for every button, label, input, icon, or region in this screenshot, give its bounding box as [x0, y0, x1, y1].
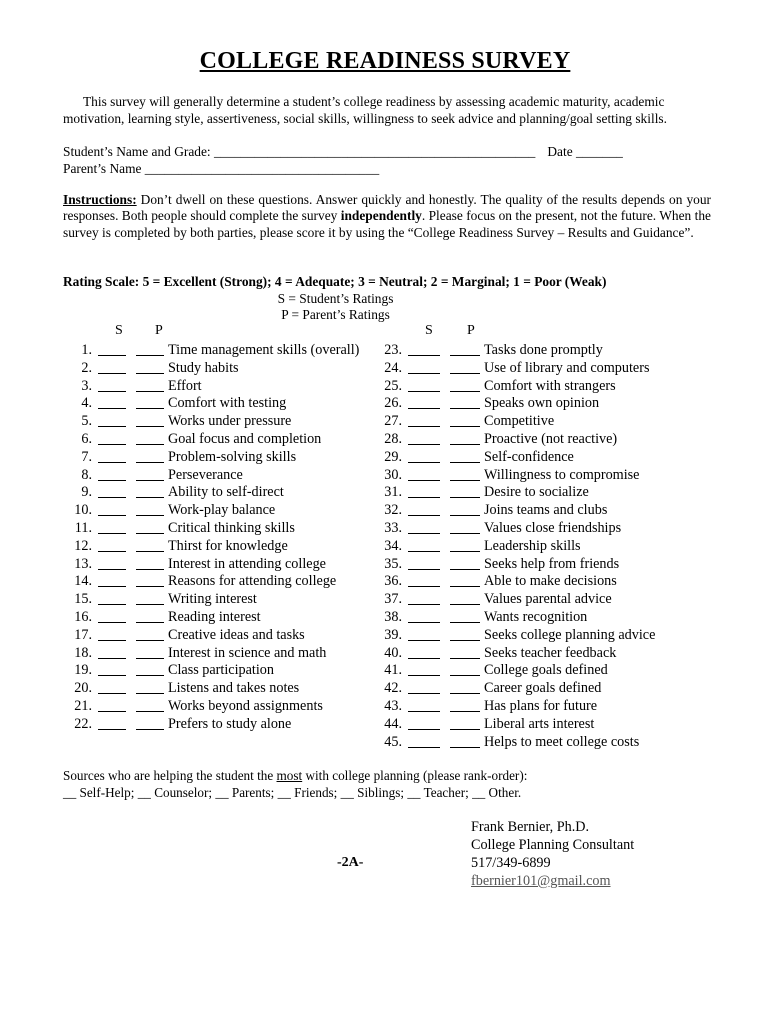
parent-rating-blank[interactable] [136, 361, 164, 374]
item-label: Works under pressure [168, 413, 292, 430]
item-number: 12. [74, 537, 92, 554]
parent-rating-blank[interactable] [450, 735, 480, 748]
parent-rating-blank[interactable] [450, 468, 480, 481]
sources-options[interactable]: __ Self-Help; __ Counselor; __ Parents; __ Friends; __ Siblings; __ Teacher; __ Other. [63, 784, 522, 800]
item-number: 37. [384, 591, 402, 608]
item-number: 31. [384, 484, 402, 501]
parent-rating-blank[interactable] [136, 468, 164, 481]
parent-rating-blank[interactable] [450, 414, 480, 427]
survey-item [58, 716, 359, 734]
item-number: 20. [74, 680, 92, 697]
parent-rating-blank[interactable] [450, 557, 480, 570]
page-title: COLLEGE READINESS SURVEY [199, 48, 571, 74]
parent-rating-blank[interactable] [450, 663, 480, 676]
item-label: Seeks college planning advice [484, 626, 656, 643]
parent-rating-blank[interactable] [450, 343, 480, 356]
item-label: College goals defined [484, 662, 608, 679]
date-field[interactable]: Date _______ [547, 144, 623, 159]
survey-item [58, 627, 359, 645]
item-number: 29. [384, 448, 402, 465]
intro-paragraph [63, 94, 713, 127]
survey-item [368, 573, 655, 591]
survey-item [58, 662, 359, 680]
item-label: Ability to self-direct [168, 484, 284, 501]
survey-item [368, 662, 655, 680]
item-number: 38. [384, 608, 402, 625]
item-label: Career goals defined [484, 680, 602, 697]
student-rating-blank[interactable] [408, 361, 440, 374]
student-rating-blank[interactable] [408, 432, 440, 445]
student-rating-blank[interactable] [408, 414, 440, 427]
item-label: Leadership skills [484, 537, 581, 554]
student-rating-blank[interactable] [98, 610, 126, 623]
parent-rating-blank[interactable] [136, 557, 164, 570]
student-rating-blank[interactable] [408, 521, 440, 534]
parent-rating-blank[interactable] [450, 681, 480, 694]
survey-item [368, 627, 655, 645]
item-number: 33. [384, 519, 402, 536]
item-label: Comfort with strangers [484, 377, 616, 394]
instructions-emphasis: independently [340, 208, 422, 224]
item-number: 7. [81, 448, 92, 465]
rating-scale-line: Rating Scale: 5 = Excellent (Strong); 4 = Adequate; 3 = Neutral; 2 = Marginal; 1 = Poor (Weak) [63, 274, 607, 289]
survey-item [368, 413, 655, 431]
parent-rating-blank[interactable] [450, 610, 480, 623]
parent-rating-blank[interactable] [136, 663, 164, 676]
item-label: Joins teams and clubs [484, 502, 608, 519]
item-number: 39. [384, 626, 402, 643]
parent-rating-blank[interactable] [136, 628, 164, 641]
student-rating-blank[interactable] [408, 539, 440, 552]
survey-item [368, 360, 655, 378]
item-number: 15. [74, 591, 92, 608]
item-label: Liberal arts interest [484, 715, 595, 732]
left-item-list [58, 342, 359, 734]
item-number: 35. [384, 555, 402, 572]
item-label: Seeks help from friends [484, 555, 620, 572]
student-rating-blank[interactable] [98, 663, 126, 676]
item-number: 2. [81, 359, 92, 376]
item-label: Tasks done promptly [484, 342, 603, 358]
consultant-name: Frank Bernier, Ph.D. [471, 819, 590, 835]
survey-item [58, 645, 359, 663]
sources-emphasis: most [276, 768, 303, 783]
parent-rating-blank[interactable] [136, 574, 164, 587]
item-number: 24. [384, 359, 402, 376]
item-number: 3. [81, 377, 92, 394]
item-number: 41. [384, 662, 402, 679]
intro-text: This survey will generally determine a student’s college readiness by assessing academic maturity, academic motivation, learning style, assertiveness, social skills, willingness to seek advice and planning/goal setting skills. [63, 94, 667, 126]
item-number: 27. [384, 413, 402, 430]
student-rating-blank[interactable] [408, 485, 440, 498]
parent-rating-blank[interactable] [136, 717, 164, 730]
parent-rating-blank[interactable] [450, 521, 480, 534]
student-rating-blank[interactable] [98, 396, 126, 409]
item-number: 17. [74, 626, 92, 643]
item-number: 36. [384, 573, 402, 590]
parent-rating-blank[interactable] [450, 361, 480, 374]
sources-section [63, 768, 713, 801]
item-number: 21. [74, 697, 92, 714]
item-number: 1. [81, 342, 92, 358]
survey-item [368, 609, 655, 627]
parent-rating-blank[interactable] [450, 503, 480, 516]
item-label: Writing interest [168, 591, 257, 608]
survey-item [368, 538, 655, 556]
survey-item [58, 680, 359, 698]
item-number: 18. [74, 644, 92, 661]
survey-item [58, 484, 359, 502]
item-number: 34. [384, 537, 402, 554]
item-number: 6. [81, 430, 92, 447]
item-label: Creative ideas and tasks [168, 626, 305, 643]
student-rating-blank[interactable] [98, 539, 126, 552]
student-rating-blank[interactable] [98, 361, 126, 374]
item-label: Use of library and computers [484, 359, 650, 376]
item-label: Values close friendships [484, 519, 622, 536]
consultant-email-link[interactable]: fbernier101@gmail.com [471, 873, 611, 889]
survey-item [368, 716, 655, 734]
name-fields [63, 144, 713, 177]
student-rating-blank[interactable] [408, 592, 440, 605]
item-number: 14. [74, 573, 92, 590]
survey-item [368, 467, 655, 485]
item-label: Time management skills (overall) [168, 342, 360, 358]
student-rating-blank[interactable] [408, 663, 440, 676]
student-rating-blank[interactable] [98, 717, 126, 730]
item-label: Competitive [484, 413, 555, 430]
student-rating-blank[interactable] [98, 592, 126, 605]
signature-block [471, 818, 634, 890]
parent-rating-blank[interactable] [450, 450, 480, 463]
item-label: Desire to socialize [484, 484, 589, 501]
survey-item [368, 502, 655, 520]
student-rating-blank[interactable] [408, 450, 440, 463]
parent-rating-blank[interactable] [136, 539, 164, 552]
student-rating-blank[interactable] [98, 557, 126, 570]
item-label: Wants recognition [484, 608, 588, 625]
student-rating-blank[interactable] [98, 414, 126, 427]
item-number: 23. [384, 342, 402, 358]
student-rating-blank[interactable] [408, 628, 440, 641]
survey-item [58, 467, 359, 485]
survey-item [368, 698, 655, 716]
parent-rating-blank[interactable] [450, 646, 480, 659]
item-label: Thirst for knowledge [168, 537, 288, 554]
student-rating-blank[interactable] [98, 681, 126, 694]
survey-item [58, 556, 359, 574]
survey-item [58, 395, 359, 413]
survey-item [58, 378, 359, 396]
survey-item [58, 431, 359, 449]
left-s-header: S [115, 323, 123, 338]
student-rating-blank[interactable] [408, 503, 440, 516]
item-label: Perseverance [168, 466, 243, 483]
parent-rating-blank[interactable] [136, 485, 164, 498]
student-rating-blank[interactable] [408, 557, 440, 570]
item-number: 43. [384, 697, 402, 714]
item-label: Listens and takes notes [168, 680, 300, 697]
student-rating-blank[interactable] [98, 379, 126, 392]
item-label: Prefers to study alone [168, 715, 292, 732]
parent-rating-blank[interactable] [450, 485, 480, 498]
parent-rating-blank[interactable] [450, 379, 480, 392]
student-rating-blank[interactable] [408, 396, 440, 409]
right-s-header: S [425, 323, 433, 338]
item-number: 45. [384, 733, 402, 750]
student-rating-blank[interactable] [98, 646, 126, 659]
survey-item [368, 484, 655, 502]
student-rating-blank[interactable] [98, 628, 126, 641]
survey-item [368, 431, 655, 449]
page-number: -2A- [337, 855, 364, 870]
survey-item [368, 378, 655, 396]
parent-rating-blank[interactable] [450, 628, 480, 641]
parent-rating-blank[interactable] [450, 539, 480, 552]
item-label: Seeks teacher feedback [484, 644, 617, 661]
parent-rating-blank[interactable] [136, 396, 164, 409]
parent-rating-blank[interactable] [136, 343, 164, 356]
survey-item [58, 449, 359, 467]
item-label: Self-confidence [484, 448, 574, 465]
survey-item [58, 698, 359, 716]
item-number: 16. [74, 608, 92, 625]
parent-rating-blank[interactable] [136, 450, 164, 463]
item-label: Effort [168, 377, 202, 394]
student-rating-blank[interactable] [408, 699, 440, 712]
parent-rating-blank[interactable] [450, 574, 480, 587]
item-label: Helps to meet college costs [484, 733, 640, 750]
item-number: 44. [384, 715, 402, 732]
instructions-heading: Instructions: [63, 192, 137, 207]
parent-rating-blank[interactable] [136, 681, 164, 694]
survey-item [368, 591, 655, 609]
survey-item [58, 360, 359, 378]
survey-item [368, 680, 655, 698]
item-number: 10. [74, 502, 92, 519]
item-number: 30. [384, 466, 402, 483]
survey-item [58, 591, 359, 609]
student-rating-blank[interactable] [408, 574, 440, 587]
survey-item [58, 573, 359, 591]
item-label: Reading interest [168, 608, 261, 625]
parent-name-field[interactable]: Parent’s Name ___________________________________ [63, 160, 380, 176]
parent-rating-blank[interactable] [450, 717, 480, 730]
item-number: 11. [74, 519, 92, 536]
student-rating-blank[interactable] [408, 468, 440, 481]
survey-item [58, 413, 359, 431]
parent-rating-blank[interactable] [136, 379, 164, 392]
right-item-list [368, 342, 655, 751]
item-number: 28. [384, 430, 402, 447]
item-label: Willingness to compromise [484, 466, 640, 483]
survey-item [58, 520, 359, 538]
student-rating-blank[interactable] [98, 468, 126, 481]
item-label: Reasons for attending college [168, 573, 337, 590]
item-label: Problem-solving skills [168, 448, 297, 465]
student-name-field[interactable]: Student’s Name and Grade: ________________________________________________ [63, 144, 536, 159]
survey-item [368, 734, 655, 752]
student-rating-blank[interactable] [98, 574, 126, 587]
student-rating-blank[interactable] [98, 699, 126, 712]
parent-rating-blank[interactable] [450, 699, 480, 712]
student-rating-blank[interactable] [98, 343, 126, 356]
item-label: Interest in science and math [168, 644, 327, 661]
student-rating-blank[interactable] [408, 343, 440, 356]
sources-text-2: with college planning (please rank-order): [302, 768, 528, 783]
consultant-title: College Planning Consultant [471, 837, 635, 853]
item-number: 5. [81, 413, 92, 430]
parent-rating-blank[interactable] [450, 396, 480, 409]
survey-item [368, 645, 655, 663]
student-rating-blank[interactable] [408, 735, 440, 748]
parent-rating-blank[interactable] [136, 592, 164, 605]
item-label: Values parental advice [484, 591, 612, 608]
student-rating-blank[interactable] [98, 450, 126, 463]
item-number: 4. [81, 395, 92, 412]
survey-item [58, 342, 359, 360]
parent-rating-blank[interactable] [450, 592, 480, 605]
parent-rating-blank[interactable] [136, 432, 164, 445]
survey-item [368, 449, 655, 467]
item-label: Critical thinking skills [168, 519, 295, 536]
item-label: Study habits [168, 359, 239, 376]
item-number: 40. [384, 644, 402, 661]
parent-ratings-legend: P = Parent’s Ratings [281, 307, 390, 322]
item-label: Goal focus and completion [168, 430, 322, 447]
survey-item [368, 342, 655, 360]
parent-rating-blank[interactable] [136, 503, 164, 516]
item-number: 42. [384, 680, 402, 697]
item-label: Has plans for future [484, 697, 598, 714]
item-label: Work-play balance [168, 502, 276, 519]
rating-scale [63, 274, 713, 324]
survey-item [368, 395, 655, 413]
student-rating-blank[interactable] [408, 717, 440, 730]
item-label: Proactive (not reactive) [484, 430, 618, 447]
left-p-header: P [155, 323, 163, 338]
sources-text-1: Sources who are helping the student the [63, 768, 277, 783]
item-label: Able to make decisions [484, 573, 617, 590]
instructions-text-2: . Please focus on the present, not the future. When the survey is completed by both parties, please score it by using the “College Readiness Survey – Results and Guidance”. [63, 208, 711, 240]
survey-item [368, 520, 655, 538]
parent-rating-blank[interactable] [136, 610, 164, 623]
parent-rating-blank[interactable] [450, 432, 480, 445]
item-number: 13. [74, 555, 92, 572]
instructions [63, 192, 711, 241]
student-rating-blank[interactable] [98, 432, 126, 445]
item-number: 19. [74, 662, 92, 679]
item-label: Interest in attending college [168, 555, 326, 572]
item-number: 25. [384, 377, 402, 394]
survey-item [58, 609, 359, 627]
instructions-text-1: Don’t dwell on these questions. Answer quickly and honestly. The quality of the results depends on your responses. Both people should complete the survey [63, 192, 711, 224]
item-number: 26. [384, 395, 402, 412]
item-label: Class participation [168, 662, 274, 679]
student-rating-blank[interactable] [98, 485, 126, 498]
survey-item [58, 538, 359, 556]
item-number: 9. [81, 484, 92, 501]
item-number: 8. [81, 466, 92, 483]
item-number: 32. [384, 502, 402, 519]
item-label: Comfort with testing [168, 395, 287, 412]
right-p-header: P [467, 323, 475, 338]
student-rating-blank[interactable] [98, 521, 126, 534]
student-rating-blank[interactable] [408, 379, 440, 392]
student-ratings-legend: S = Student’s Ratings [277, 290, 394, 306]
parent-rating-blank[interactable] [136, 646, 164, 659]
student-rating-blank[interactable] [408, 610, 440, 623]
student-rating-blank[interactable] [408, 681, 440, 694]
survey-item [368, 556, 655, 574]
parent-rating-blank[interactable] [136, 521, 164, 534]
item-number: 22. [74, 715, 92, 732]
student-rating-blank[interactable] [408, 646, 440, 659]
item-label: Works beyond assignments [168, 697, 323, 714]
parent-rating-blank[interactable] [136, 699, 164, 712]
student-rating-blank[interactable] [98, 503, 126, 516]
parent-rating-blank[interactable] [136, 414, 164, 427]
consultant-phone: 517/349-6899 [471, 855, 551, 871]
item-label: Speaks own opinion [484, 395, 600, 412]
survey-item [58, 502, 359, 520]
